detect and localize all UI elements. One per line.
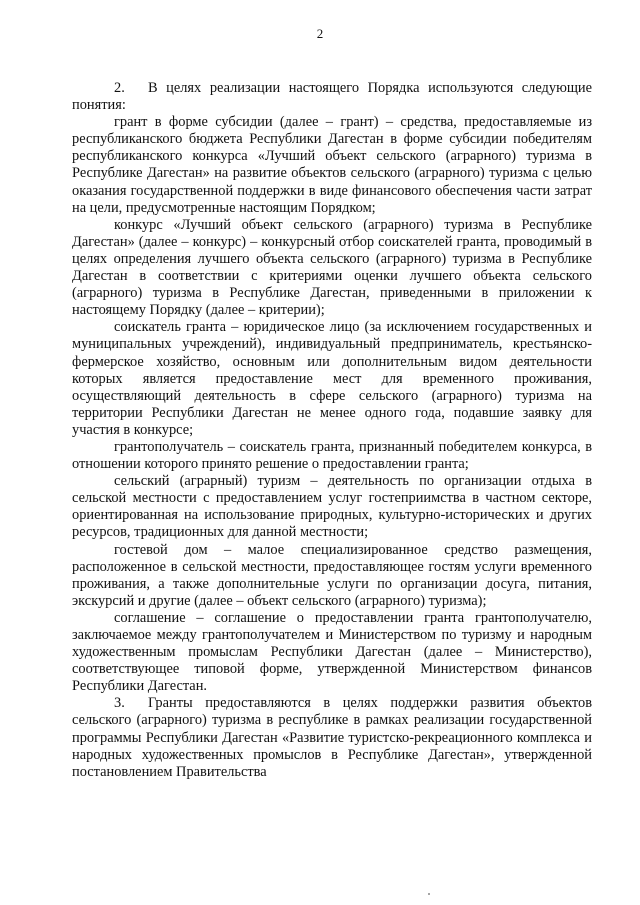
definition-gostevoy-dom: гостевой дом – малое специализированное средство размещения, расположенное в сельской местности, предоставляющее гостям услуги временного проживания, а также дополнительные услуги по организации досуга, питания, экскурсий и другие (далее – объект сельского (аграрного) туризма); <box>72 541 592 609</box>
definition-konkurs: конкурс «Лучший объект сельского (аграрного) туризма в Республике Дагестан» (далее – конкурс) – конкурсный отбор соискателей гранта, проводимый в целях определения лучшего объекта сельского (аграрного) туризма в Республике Дагестан в соответствии с критериями оценки лучшего объекта сельского (аграрного) туризма в Республике Дагестан, приведенными в приложении к настоящему Порядку (далее – критерии); <box>72 216 592 319</box>
document-body <box>72 80 592 781</box>
definition-soglashenie: соглашение – соглашение о предоставлении гранта грантополучателю, заключаемое между грантополучателем и Министерством по туризму и народным художественным промыслам Республики Дагестан (далее – Министерство), соответствующее типовой форме, утвержденной Министерством финансов Республики Дагестан. <box>72 609 592 695</box>
paragraph-number: 2. <box>114 80 125 96</box>
page-number: 2 <box>316 26 324 41</box>
paragraph-2 <box>72 80 592 114</box>
paragraph-text: Гранты предоставляются в целях поддержки развития объектов сельского (аграрного) туризма в республике в рамках реализации государственной программы Республики Дагестан «Развитие туристско-рекреационного комплекса и народных художественных промыслов в Республике Дагестан», утвержденной постановлением Правительства <box>72 695 592 780</box>
paragraph-text: В целях реализации настоящего Порядка используются следующие понятия: <box>72 80 592 114</box>
definition-selskiy-turizm: сельский (аграрный) туризм – деятельность по организации отдыха в сельской местности с предоставлением услуг гостеприимства в частном секторе, ориентированная на использование природных, культурно-исторических и других ресурсов, традиционных для данной местности; <box>72 473 592 541</box>
paragraph-number: 3. <box>114 695 125 712</box>
paragraph-3 <box>72 695 592 780</box>
scan-speck <box>428 893 430 895</box>
definition-grantopoluchatel: грантополучатель – соискатель гранта, признанный победителем конкурса, в отношении которого принято решение о предоставлении гранта; <box>72 438 592 473</box>
definition-grant: грант в форме субсидии (далее – грант) – средства, предоставляемые из республиканского бюджета Республики Дагестан в форме субсидии победителям республиканского конкурса «Лучший объект сельского (аграрного) туризма в Республике Дагестан» на развитие объектов сельского (аграрного) туризма с целью оказания государственной поддержки в виде финансового обеспечения части затрат на цели, предусмотренные настоящим Порядком; <box>72 114 592 216</box>
definition-soiskatel: соискатель гранта – юридическое лицо (за исключением государственных и муниципальных учреждений), индивидуальный предприниматель, крестьянско-фермерское хозяйство, основным или дополнительным видом деятельности которых является предоставление мест для временного проживания, осуществляющий деятельность в сфере сельского (аграрного) туризма на территории Республики Дагестан не менее одного года, подавшие заявку для участия в конкурсе; <box>72 319 592 438</box>
